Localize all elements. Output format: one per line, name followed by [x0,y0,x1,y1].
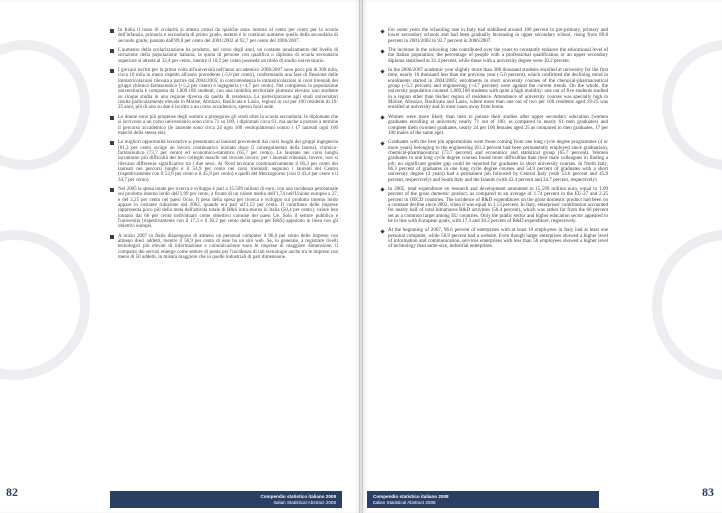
right-text-column [380,28,608,254]
footer-title: Compendio statistico italiano 2008 [260,494,336,499]
right-page [363,0,722,513]
diamond-bullet-icon [380,141,384,145]
paragraph-text: Le migliori opportunità lavorative si presentano ai laureati provenienti dai corsi lunghi dei gruppi ingegneria (81,3 per cento svolge un lavoro continuativo iniziato dopo il conseguimento della laurea), chimico-farmaceutico (73,7 per cento) ed economico-statistico (65,7 per cento). Le laureate nei corsi lunghi incontrano più difficoltà dei loro colleghi maschi nel trovare lavoro; per i laureati triennali, invece, non si rilevano differenze significative tra i due sessi. Al Nord lavorano continuativamente il 66,3 per cento dei laureati nei percorsi lunghi e il 54,9 per cento nei corsi triennali; seguono i laureati del Centro (rispettivamente con il 53,6 per cento e il 45,9 per cento) e quelli del Mezzogiorno (con il 43,4 per cento e il 34,7 per cento). [118,139,338,183]
paragraph-text: In 2005, total expenditure on research and development amounted to 15,599 million euro, equal to 1.09 percent of the gross domestic product, as compared to an average of 1.74 percent in the EU-27 and 2.25 percent in OECD countries. The incidence of R&D expenditures on the gross domestic product had been on a constant decline since 2002, when it was equal to 1.13 percent. In Italy, enterprises' contribution accounted for nearly half of total intramuros R&D activities (50.4 percent), which was rather far from the 66 percent set as a common target among EU countries. Only the public sector and higher education sector appeared to be in line with European goals, with 17.3 and 30.2 percent of R&D expenditure, respectively. [388,185,608,224]
paragraph-text: In the 2006/2007 academic year slightly more than 308 thousand students enrolled at university for the first time, nearly 16 thousand less than the previous year (-5.0 percent), which confirmed the declining trend in enrolments started in 2004/2005; enrolments in short university courses of the chemical-pharmaceutical group (+5.2 percent) and engineering (+4.7 percent) were against the current trends. On the whole, the university population counted 1,809,186 students with quite a high mobility: one out of five students studied in a region other than his/her region of residence. Attendance of university courses was specially high in Molise, Abruzzo, Basilicata and Lazio, where more than one out of two per 100 residents aged 19-25 was enrolled at university and in most cases away from home. [388,67,608,111]
right-paragraph [380,140,608,183]
right-paragraph [380,68,608,111]
right-paragraph [380,228,608,249]
right-paragraph [380,115,608,136]
paragraph-text: Le donne sono più propense degli uomini a proseguire gli studi oltre la scuola secondaria: le diplomate che si iscrivono a un corso universitario sono circa 71 su 100, i diplomati circa 61, ma anche a portare a termine il percorso accademico (le laureate sono circa 24 ogni 100 ventiquattrenni contro i 17 laureati ogni 100 maschi della stessa età). [118,113,338,136]
diamond-bullet-icon [380,229,384,233]
left-watermark [0,0,90,513]
left-paragraph [110,28,338,44]
right-paragraph [380,48,608,64]
left-paragraph [110,48,338,64]
right-paragraph [380,28,608,44]
paragraph-text: L'aumento della scolarizzazione ha prodotto, nel corso degli anni, un costante innalzamento del livello di istruzione della popolazione italiana; la quota di persone con qualifica o diploma di scuola secondaria superiore si attesta al 32,4 per cento, mentre il 10,2 per cento possiede un titolo di studio universitario. [118,47,338,64]
footer-banner [367,492,599,508]
paragraph-text: I giovani iscritti per la prima volta all'università nell'anno accademico 2006/2007 sono poco più di 308 mila, circa 16 mila in meno rispetto all'anno precedente (-5,0 per cento), confermando una fase di flessione delle immatricolazioni rilevata a partire dal 2004/2005; in controtendenza le immatricolazioni ai corsi triennali dei gruppi chimico-farmaceutico (+5,2 per cento) e ingegneria (+4,7 per cento). Nel complesso la popolazione universitaria è composta da 1.809.186 studenti, con una mobilità territoriale piuttosto elevata: uno studente su cinque studia in una regione diversa da quella di residenza. La partecipazione agli studi universitari risulta particolarmente elevata in Molise, Abruzzo, Basilicata e Lazio, regioni in cui per 100 residenti di 19-25 anni, più di uno su due è iscritto a un corso accademico, spesso fuori sede. [118,67,338,111]
left-paragraph [110,234,338,261]
right-watermark [632,0,722,513]
paragraph-text: At the beginning of 2007, 96.6 percent of enterprises with at least 10 employees in Italy had at least one personal computer, while 56.9 percent had a website. Even though larger enterprises showed a higher level of information and communication, services enterprises with less than 50 employees showed a higher level of technology than same-size, industrial enterprises. [388,227,608,250]
page-number: 83 [702,485,714,499]
diamond-bullet-icon [380,49,384,53]
square-bullet-icon [110,235,114,239]
paragraph-text: The increase in the schooling rate contributed over the years to constantly enhance the educational level of the Italian population; the percentage of people with a professional qualification or an upper secondary diploma stabilised at 32.4 percent, while those with a university degree were 10.2 percent. [388,47,608,64]
left-paragraph [110,68,338,111]
paragraph-text: Graduates with the best job opportunities were those coming from one long cycle degree programmes (4 or more years) belonging to the engineering (81.3 percent had been permanently employed since graduation), chemical-pharmaceutical (73.7 percent) and economics and statistical group (65.7 percent). Women graduates in one long cycle degree courses found more difficulties than their male colleagues in finding a job; no significant gender gap could be reported for graduates in short university courses. In North Italy, 66.3 percent of graduates in one long cycle degree courses and 54.9 percent of graduates with a short university degree (3 years) had a permanent job followed by Central Italy (with 53.6 percent and 45.9 percent, respectively) and South Italy and the Islands (with 43.4 percent and 34.7 percent, respectively). [388,139,608,183]
footer-subtitle: Italian Statistical Abstract 2008 [273,500,336,505]
diamond-bullet-icon [380,188,384,192]
square-bullet-icon [110,29,114,33]
right-paragraph [380,187,608,224]
footer-banner [110,492,342,508]
footer-subtitle: Italian Statistical Abstract 2008 [373,500,436,505]
left-page [0,0,359,513]
paragraph-text: A inizio 2007 in Italia dispongono di almeno un personal computer il 96,6 per cento delle imprese con almeno dieci addetti, mentre il 56,9 per cento di esse ha un sito web. Se, in generale, a registrare livelli tecnologici più elevati di informazione e comunicazione sono le imprese di maggiore dimensione, il comparto dei servizi emerge come settore di punta per l'incidenza di tali tecnologie anche tra le imprese con meno di 50 addetti, in misura maggiore che in quelle industriali di pari dimensione. [118,232,338,261]
square-bullet-icon [110,116,114,120]
paragraph-text: For some years the schooling rate in Italy had stabilised around 100 percent in pre-primary, primary and lower secondary schools and had been gradually increasing in upper secondary school, rising from 89.8 percent in 2001/2002 to 92.7 percent in 2006/2007. [388,27,608,44]
diamond-bullet-icon [380,29,384,33]
paragraph-text: Nel 2005 la spesa totale per ricerca e sviluppo è pari a 15.599 milioni di euro, con una incidenza percentuale sul prodotto interno lordo dell'1,09 per cento, a fronte di un valore medio dell'1,74 nell'Unione europea a 27, e del 2,25 per cento nei paesi Ocse. Il peso della spesa per ricerca e sviluppo sul prodotto interno lordo appare in costante riduzione dal 2002, quando era pari all'1,13 per cento. Il contributo delle imprese rappresenta poco più della metà dell'attività totale di R&S intra-muros in Italia (50,4 per cento), valore ben lontano dal 66 per cento individuato come obiettivo comune dei paesi Ue. Solo il settore pubblico e l'università (rispettivamente con il 17,3 e il 30,2 per cento della spesa per R&S) appaiono in linea con gli obiettivi europei. [118,185,338,230]
square-bullet-icon [110,188,114,192]
diamond-bullet-icon [380,69,384,73]
paragraph-text: In Italia il tasso di scolarità si attesta ormai da qualche anno intorno al cento per cento per la scuola dell'infanzia, primaria e secondaria di primo grado, mentre è in continuo aumento quello della secondaria di secondo grado, passato dall'89,8 per cento del 2001/2002 al 92,7 per cento del 2006/2007. [118,27,338,44]
left-paragraph [110,140,338,183]
left-text-column [110,28,338,264]
paragraph-text: Women were more likely than men to pursue their studies after upper secondary education (women graduates enrolling at university nearly 71 out of 100, as compared to nearly 61 men graduates) and complete them (women graduates, nearly 24 per 100 females aged 25 as compared to men graduates, 17 per 100 males of the same age). [388,113,608,136]
left-paragraph [110,187,338,230]
left-paragraph [110,115,338,136]
footer-title: Compendio statistico italiano 2008 [373,494,449,499]
square-bullet-icon [110,69,114,73]
square-bullet-icon [110,49,114,53]
page-number: 82 [6,485,18,499]
diamond-bullet-icon [380,116,384,120]
square-bullet-icon [110,141,114,145]
